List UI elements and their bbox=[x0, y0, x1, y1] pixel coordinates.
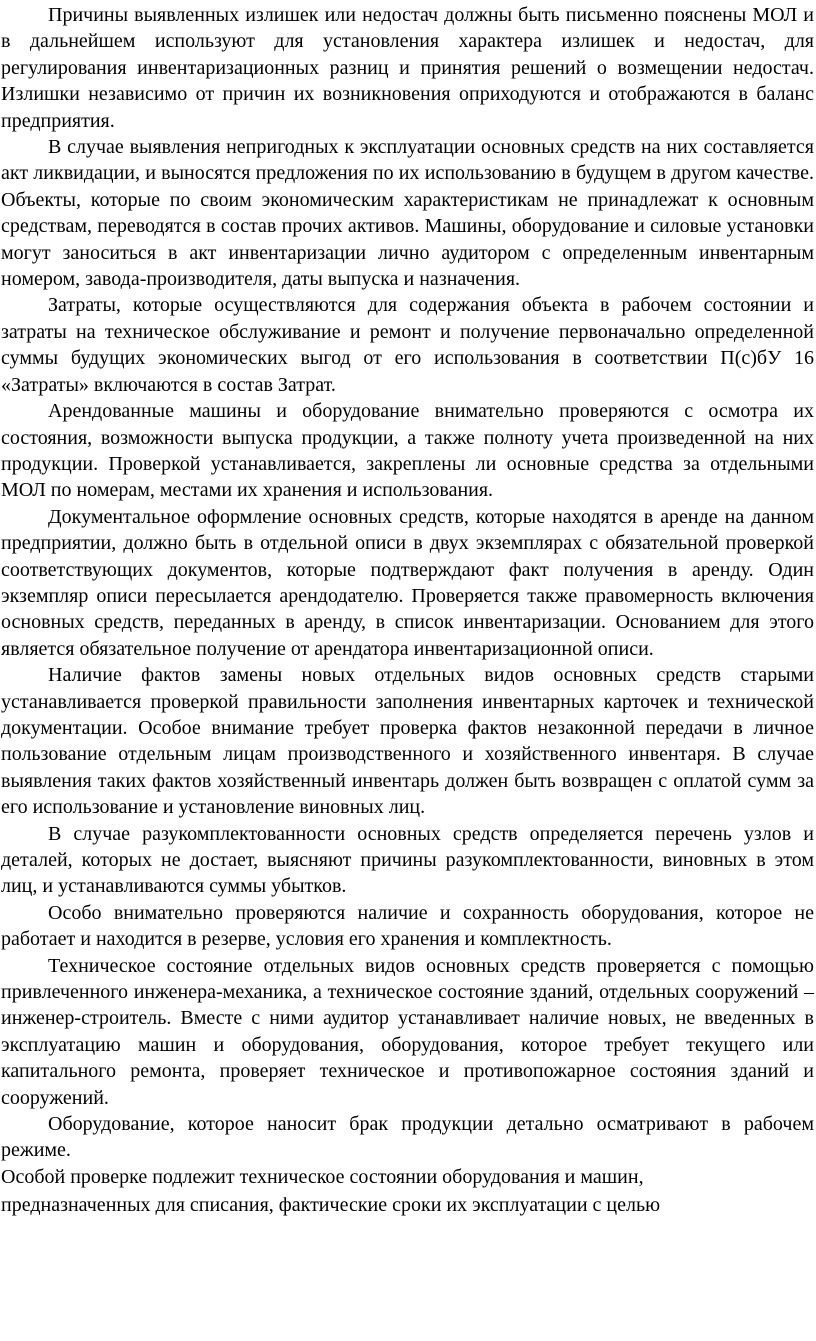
closing-line-2: предназначенных для списания, фактические сроки их эксплуатации с целью bbox=[1, 1194, 661, 1217]
closing-line-1: Особой проверке подлежит техническое состоянии оборудования и машин, bbox=[1, 1165, 644, 1188]
paragraph-discrepancy-explanation: Причины выявленных излишек или недостач должны быть письменно пояснены МОЛ и в дальнейшем используют для установления характера излишек и недостач, для регулирования инвентаризационных разниц и принятия решений о возмещении недостач. Излишки независимо от причин их возникновения оприходуются и отображаются в баланс предприятия. bbox=[1, 4, 814, 132]
paragraph-reserve-equipment: Особо внимательно проверяются наличие и сохранность оборудования, которое не работает и находится в резерве, условия его хранения и комплектность. bbox=[1, 901, 814, 951]
paragraph-unusable-assets: В случае выявления непригодных к эксплуатации основных средств на них составляется акт ликвидации, и выносятся предложения по их использованию в будущем в другом качестве. Объекты, которые по своим экономическим характеристикам не принадлежат к основным средствам, переводятся в состав прочих активов. Машины, оборудование и силовые установки могут заноситься в акт инвентаризации лично аудитором с определенным инвентарным номером, завода-производителя, даты выпуска и назначения. bbox=[1, 136, 814, 291]
paragraph-lease-documentation: Документальное оформление основных средств, которые находятся в аренде на данном предприятии, должно быть в отдельной описи в двух экземплярах с обязательной проверкой соответствующих документов, которые подтверждают факт получения в аренду. Один экземпляр описи пересылается арендодателю. Проверяется также правомерность включения основных средств, переданных в аренду, в список инвентаризации. Основанием для этого является обязательное получение от арендатора инвентаризационной описи. bbox=[1, 505, 814, 660]
paragraph-defective-equipment: Оборудование, которое наносит брак продукции детально осматривают в рабочем режиме. bbox=[1, 1113, 814, 1162]
paragraph-asset-replacement: Наличие фактов замены новых отдельных видов основных средств старыми устанавливается проверкой правильности заполнения инвентарных карточек и технической документации. Особое внимание требует проверка фактов незаконной передачи в личное пользование отдельным лицам производственного и хозяйственного инвентаря. В случае выявления таких фактов хозяйственный инвентарь должен быть возвращен с оплатой сумм за его использование и установление виновных лиц. bbox=[1, 664, 814, 819]
paragraph-leased-equipment: Арендованные машины и оборудование внимательно проверяются с осмотра их состояния, возможности выпуска продукции, а также полноту учета произведенной на них продукции. Проверкой устанавливается, закреплены ли основные средства за отдельными МОЛ по номерам, местами их хранения и использования. bbox=[1, 400, 814, 502]
paragraph-technical-condition: Техническое состояние отдельных видов основных средств проверяется с помощью привлеченного инженера-механика, а техническое состояние зданий, отдельных сооружений – инженер-строитель. Вместе с ними аудитор устанавливает наличие новых, не введенных в эксплуатацию машин и оборудования, оборудования, которое требует текущего или капитального ремонта, проверяет техническое и противопожарное состояния зданий и сооружений. bbox=[1, 954, 814, 1109]
paragraph-maintenance-costs: Затраты, которые осуществляются для содержания объекта в рабочем состоянии и затраты на техническое обслуживание и ремонт и получение первоначально определенной суммы будущих экономических выгод от его использования в соответствии П(с)бУ 16 «Затраты» включаются в состав Затрат. bbox=[1, 294, 814, 396]
paragraph-incomplete-assets: В случае разукомплектованности основных средств определяется перечень узлов и деталей, которых не достает, выясняют причины разукомплектованности, виновных в этом лиц, и устанавливаются суммы убытков. bbox=[1, 822, 814, 898]
